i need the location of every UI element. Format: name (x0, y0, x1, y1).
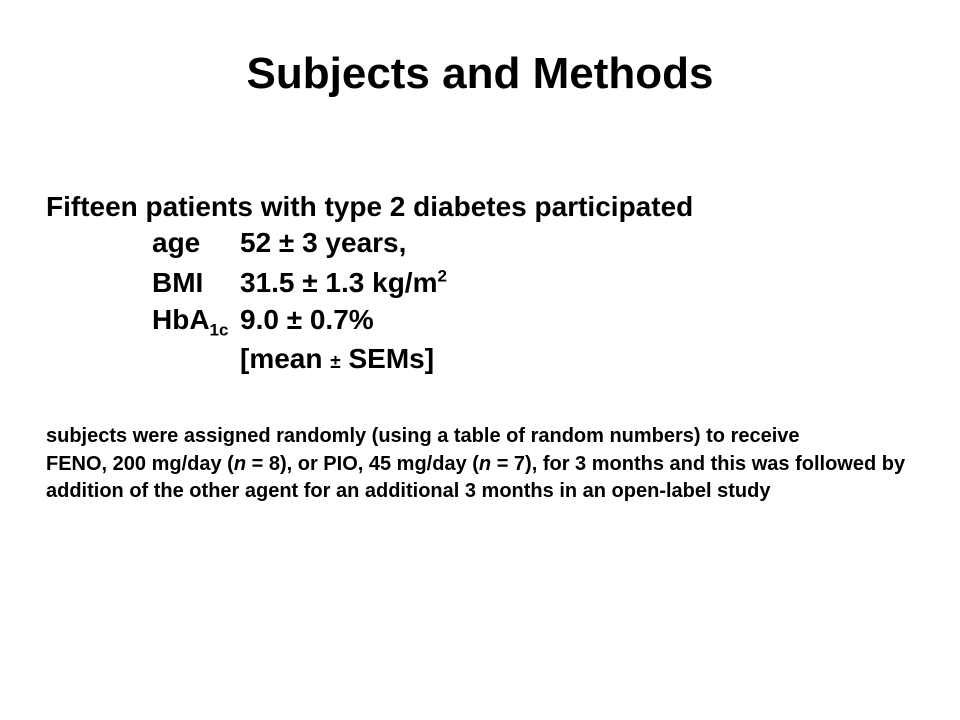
stat-value-hba1c: 9.0 ± 0.7% (240, 304, 374, 335)
note-suffix: SEMs] (340, 343, 435, 374)
stat-row-age (152, 225, 406, 261)
stat-value-bmi-text: 31.5 ± 1.3 kg/m (240, 267, 438, 298)
stat-value-bmi (240, 265, 447, 301)
methods-n-1: n (233, 452, 247, 475)
stat-row-bmi (152, 265, 447, 301)
stat-value-bmi-superscript: 2 (437, 266, 447, 286)
note-plus-minus: ± (330, 352, 341, 373)
slide-title: Subjects and Methods (246, 49, 714, 98)
mean-sem-note (240, 341, 434, 381)
methods-line-1: subjects were assigned randomly (using a table of random numbers) to receive (46, 425, 800, 447)
methods-line-2-c: = 7), for 3 months and this was followed by addition of the other agent for an additional 3 months in an open-label study (46, 452, 906, 502)
methods-n-2: n (478, 452, 492, 475)
stat-label-hba1c (152, 302, 240, 338)
stat-label-hba1c-subscript: 1c (209, 320, 229, 340)
intro-text: Fifteen patients with type 2 diabetes participated (46, 191, 694, 222)
methods-line-2 (46, 451, 926, 506)
methods-line-2-a: FENO, 200 mg/day ( (46, 452, 234, 475)
stat-label-hba1c-text: HbA (152, 304, 210, 335)
stat-row-hba1c (152, 302, 374, 338)
methods-body (46, 423, 926, 506)
stat-value-age: 52 ± 3 years, (240, 227, 407, 258)
note-prefix: [mean (240, 343, 331, 374)
stat-label-age: age (152, 227, 201, 258)
methods-line-2-b: = 8), or PIO, 45 mg/day ( (246, 452, 479, 475)
stat-label-bmi: BMI (152, 267, 204, 298)
